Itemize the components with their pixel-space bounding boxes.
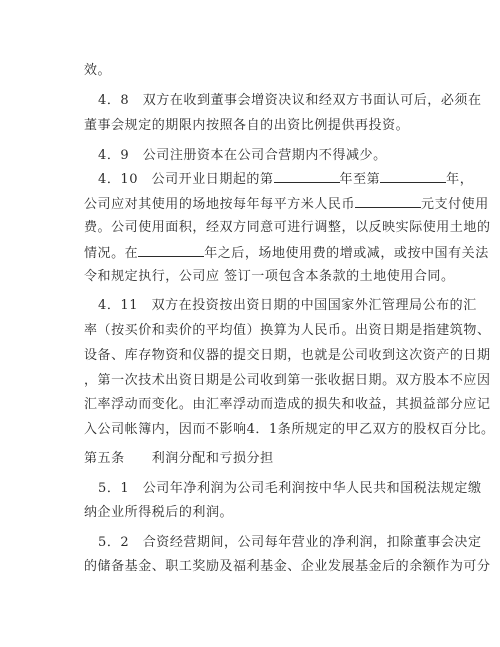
paragraph-line: 令和规定执行，公司应 签订一项包含本条款的土地使用合同。 [84,269,455,284]
blank-underline [274,168,340,183]
paragraph-line: 5．1 公司年净利润为公司毛利润按中华人民共和国税法规定缴 [98,481,482,496]
line-segment: 年至第 [339,172,381,187]
line-segment: 4．10 公司开业日期起的第 [98,172,274,187]
section-heading: 第五条 利润分配和亏损分担 [84,451,274,466]
paragraph-line: 5．2 合资经营期间，公司每年营业的净利润，扣除董事会决定 [98,535,482,550]
paragraph-line-with-blanks [84,242,489,262]
paragraph-line: 纳企业所得税后的利润。 [84,505,234,520]
line-segment: 年之后，场地使用费的增或减，或按中国有关法 [204,246,489,261]
paragraph-line: 4．8 双方在收到董事会增资决议和经双方书面认可后，必须在 [98,93,482,108]
paragraph-line: 率（按买价和卖价的平均值）换算为人民币。出资日期是指建筑物、 [84,323,491,338]
blank-underline [138,242,204,257]
paragraph-line-with-blanks [84,193,489,213]
line-segment: 元支付使用 [421,197,489,212]
paragraph-line: 4．9 公司注册资本在公司合营期内不得减少。 [98,148,387,163]
blank-underline [380,168,446,183]
paragraph-line: 效。 [84,63,112,78]
paragraph-line: 4．11 双方在投资按出资日期的中国国家外汇管理局公布的汇 [98,298,477,313]
paragraph-line: 的储备基金、职工奖励及福利基金、企业发展基金后的余额作为可分 [84,559,491,574]
blank-underline [355,193,421,208]
paragraph-line: 设备、库存物资和仪器的提交日期，也就是公司收到这次资产的日期 [84,348,491,363]
paragraph-line: 汇率浮动而变化。由汇率浮动而造成的损失和收益，其损益部分应记 [84,397,491,412]
paragraph-line: 董事会规定的期限内按照各自的出资比例提供再投资。 [84,118,410,133]
line-segment: 年， [446,172,474,187]
paragraph-line: 入公司帐簿内，因而不影响4．1条所规定的甲乙双方的股权百分比。 [84,422,495,437]
paragraph-line: 费。公司使用面积，经双方同意可进行调整，以反映实际使用土地的 [84,220,491,235]
line-segment: 情况。在 [84,246,139,261]
paragraph-line: ，第一次技术出资日期是公司收到第一张收据日期。双方股本不应因 [84,373,491,388]
line-segment: 公司应对其使用的场地按每年每平方米人民币 [84,197,356,212]
paragraph-line-with-blanks [98,168,473,188]
